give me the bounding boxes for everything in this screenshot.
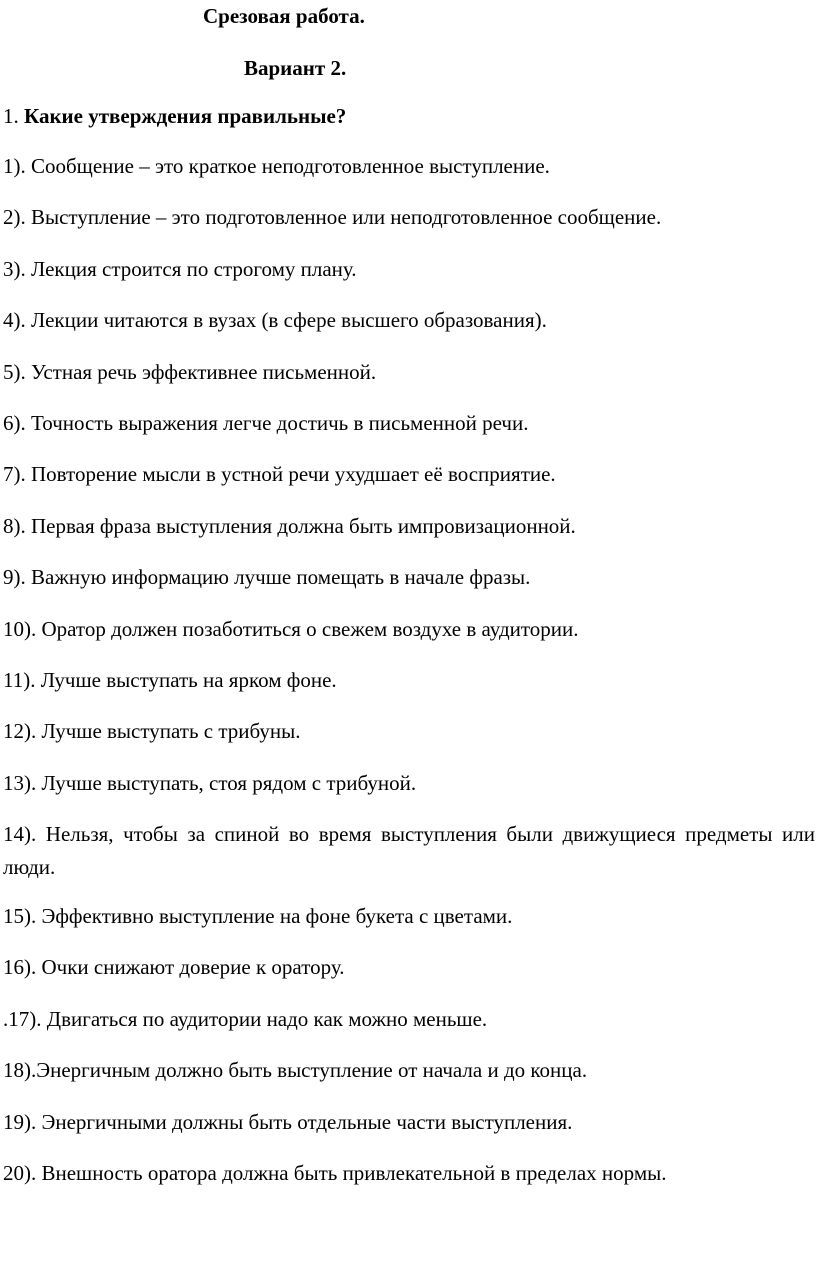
statement-item: 13). Лучше выступать, стоя рядом с трибуной. [3, 770, 417, 795]
statement-item: 16). Очки снижают доверие к оратору. [3, 955, 345, 980]
statement-item: 4). Лекции читаются в вузах (в сфере высшего образования). [3, 308, 547, 333]
statement-item: 19). Энергичными должны быть отдельные части выступления. [3, 1109, 573, 1134]
statement-item: 9). Важную информацию лучше помещать в начале фразы. [3, 565, 531, 590]
statement-item: 2). Выступление – это подготовленное или неподготовленное сообщение. [3, 205, 662, 230]
question-text: Какие утверждения правильные? [24, 104, 347, 128]
statement-item: 18).Энергичным должно быть выступление от начала и до конца. [3, 1058, 588, 1083]
statement-item: 8). Первая фраза выступления должна быть импровизационной. [3, 513, 576, 538]
statement-item: 10). Оратор должен позаботиться о свежем воздухе в аудитории. [3, 616, 579, 641]
statement-item: 20). Внешность оратора должна быть привлекательной в пределах нормы. [3, 1161, 667, 1186]
question-number: 1. [3, 104, 19, 128]
statement-item: 14). Нельзя, чтобы за спиной во время выступления были движущиеся предметы или люди. [3, 822, 815, 880]
statement-item: 3). Лекция строится по строгому плану. [3, 256, 357, 281]
statement-item: .17). Двигаться по аудитории надо как можно меньше. [3, 1006, 488, 1031]
statement-item: 5). Устная речь эффективнее письменной. [3, 359, 377, 384]
statement-item: 6). Точность выражения легче достичь в письменной речи. [3, 410, 529, 435]
statement-item: 11). Лучше выступать на ярком фоне. [3, 667, 337, 692]
statement-item: 7). Повторение мысли в устной речи ухудшает её восприятие. [3, 462, 556, 487]
variant-heading: Вариант 2. [244, 56, 347, 80]
statement-item: 15). Эффективно выступление на фоне букета с цветами. [3, 904, 513, 929]
statement-list [3, 152, 815, 1210]
document-title: Срезовая работа. [203, 4, 365, 28]
question-heading [3, 103, 346, 129]
statement-item: 12). Лучше выступать с трибуны. [3, 719, 301, 744]
statement-item: 1). Сообщение – это краткое неподготовленное выступление. [3, 154, 550, 178]
